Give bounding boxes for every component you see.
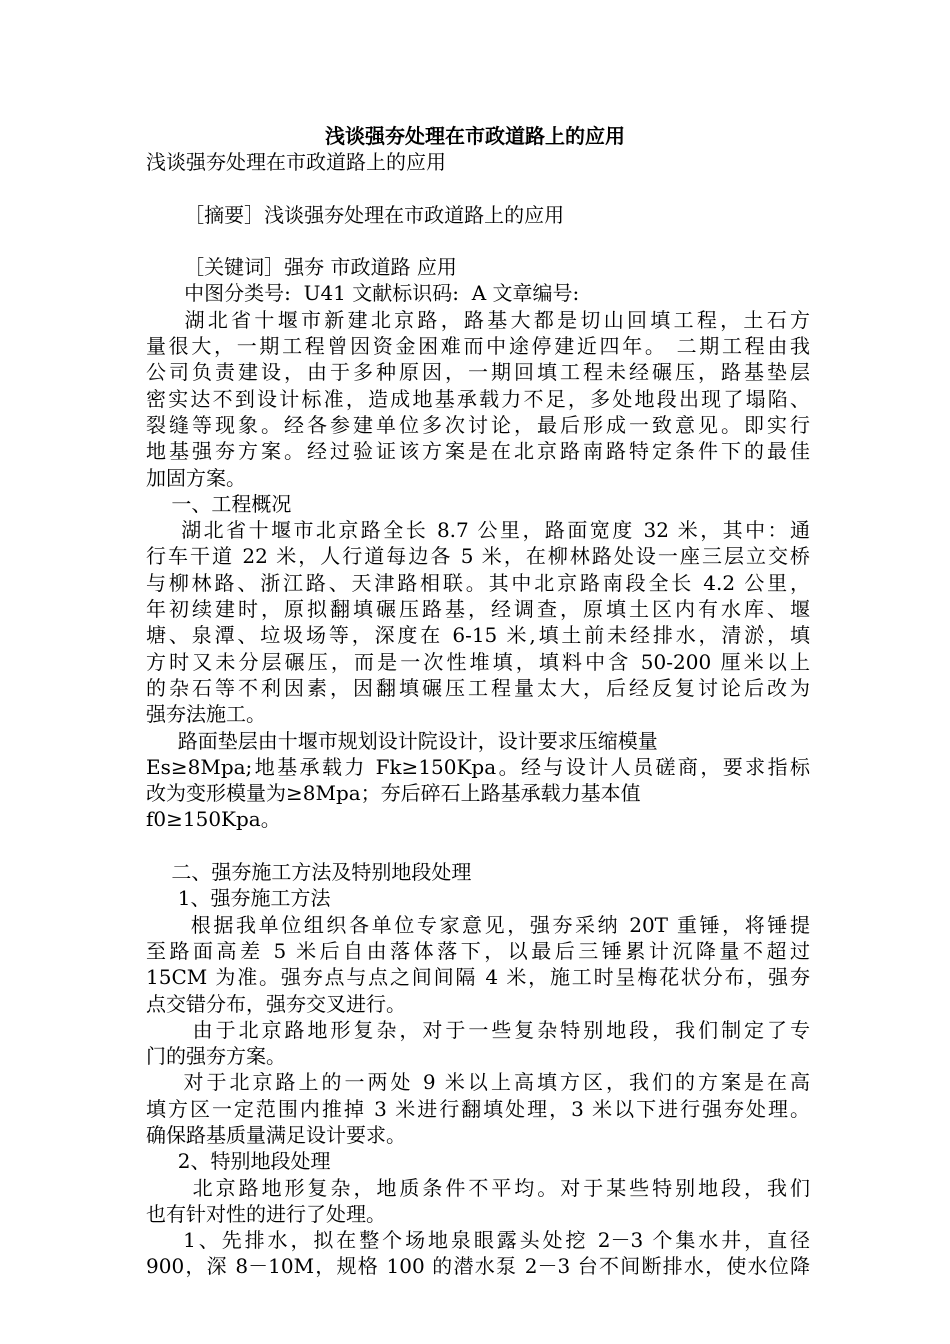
body-line: 方时又未分层碾压，而是一次性堆填，填料中含 50-200 厘米以上 [146, 649, 810, 674]
body-line: 15CM 为准。强夯点与点之间间隔 4 米，施工时呈梅花状分布，强夯 [146, 965, 810, 990]
body-line: 密实达不到设计标准，造成地基承载力不足，多处地段出现了塌陷、 [146, 386, 810, 411]
body-line: 北京路地形复杂，地质条件不平均。对于某些特别地段，我们 [146, 1175, 810, 1200]
body-line: 湖北省十堰市新建北京路，路基大都是切山回填工程，土石方 [146, 307, 810, 332]
body-line: 门的强夯方案。 [146, 1044, 286, 1069]
blank-line [146, 175, 810, 201]
document-body [146, 149, 810, 1280]
body-line: 中图分类号: U41 文献标识码: A 文章编号: [146, 281, 580, 306]
blank-line [146, 228, 810, 254]
body-line: 1、强夯施工方法 [146, 886, 331, 911]
body-line: 地基强夯方案。经过验证该方案是在北京路南路特定条件下的最佳 [146, 439, 810, 464]
body-line: 由于北京路地形复杂，对于一些复杂特别地段，我们制定了专 [146, 1017, 810, 1042]
body-line: 年初续建时，原拟翻填碾压路基，经调查，原填土区内有水库、堰 [146, 597, 810, 622]
body-line: 与柳林路、浙江路、天津路相联。其中北京路南段全长 4.2 公里， [146, 570, 810, 595]
document-title: 浅谈强夯处理在市政道路上的应用 [325, 124, 625, 148]
body-line: 900，深 8－10M，规格 100 的潜水泵 2－3 台不间断排水，使水位降 [146, 1254, 810, 1279]
body-line: 点交错分布，强夯交叉进行。 [146, 991, 406, 1016]
body-line: f0≥150Kpa。 [146, 807, 281, 832]
body-line: 加固方案。 [146, 465, 246, 490]
body-line: 塘、泉潭、垃圾场等，深度在 6-15 米,填土前未经排水，清淤，填 [146, 623, 810, 648]
body-line: 公司负责建设，由于多种原因，一期回填工程未经碾压，路基垫层 [146, 360, 810, 385]
body-line: 路面垫层由十堰市规划设计院设计，设计要求压缩模量 [146, 728, 658, 753]
body-line: ［关键词］强夯 市政道路 应用 [146, 255, 457, 280]
body-line: 也有针对性的进行了处理。 [146, 1201, 386, 1226]
body-line: 确保路基质量满足设计要求。 [146, 1122, 406, 1147]
body-line: 浅谈强夯处理在市政道路上的应用 [146, 150, 446, 174]
body-line: 对于北京路上的一两处 9 米以上高填方区，我们的方案是在高 [146, 1070, 810, 1095]
body-line: 根据我单位组织各单位专家意见，强夯采纳 20T 重锤，将锤提 [146, 912, 810, 937]
body-line: 二、强夯施工方法及特别地段处理 [146, 860, 472, 885]
body-line: 改为变形模量为≥8Mpa；夯后碎石上路基承载力基本值 [146, 781, 641, 806]
body-line: 湖北省十堰市北京路全长 8.7 公里，路面宽度 32 米，其中：通 [146, 518, 810, 543]
body-line: 强夯法施工。 [146, 702, 266, 727]
body-line: 2、特别地段处理 [146, 1149, 331, 1174]
blank-line [146, 833, 810, 859]
body-line: Es≥8Mpa;地基承载力 Fk≥150Kpa。经与设计人员磋商，要求指标 [146, 754, 810, 779]
body-line: 的杂石等不利因素，因翻填碾压工程量太大，后经反复讨论后改为 [146, 675, 810, 700]
body-line: 一、工程概况 [146, 491, 292, 516]
body-line: 填方区一定范围内推掉 3 米进行翻填处理，3 米以下进行强夯处理。 [146, 1096, 810, 1121]
body-line: 至路面高差 5 米后自由落体落下，以最后三锤累计沉降量不超过 [146, 938, 810, 963]
body-line: 量很大，一期工程曾因资金困难而中途停建近四年。 二期工程由我 [146, 334, 810, 359]
body-line: 行车干道 22 米，人行道每边各 5 米，在柳林路处设一座三层立交桥 [146, 544, 810, 569]
body-line: 裂缝等现象。经各参建单位多次讨论，最后形成一致意见。即实行 [146, 412, 810, 437]
body-line: 1、先排水，拟在整个场地泉眼露头处挖 2－3 个集水井，直径 [146, 1228, 810, 1253]
body-line: ［摘要］浅谈强夯处理在市政道路上的应用 [146, 202, 565, 227]
